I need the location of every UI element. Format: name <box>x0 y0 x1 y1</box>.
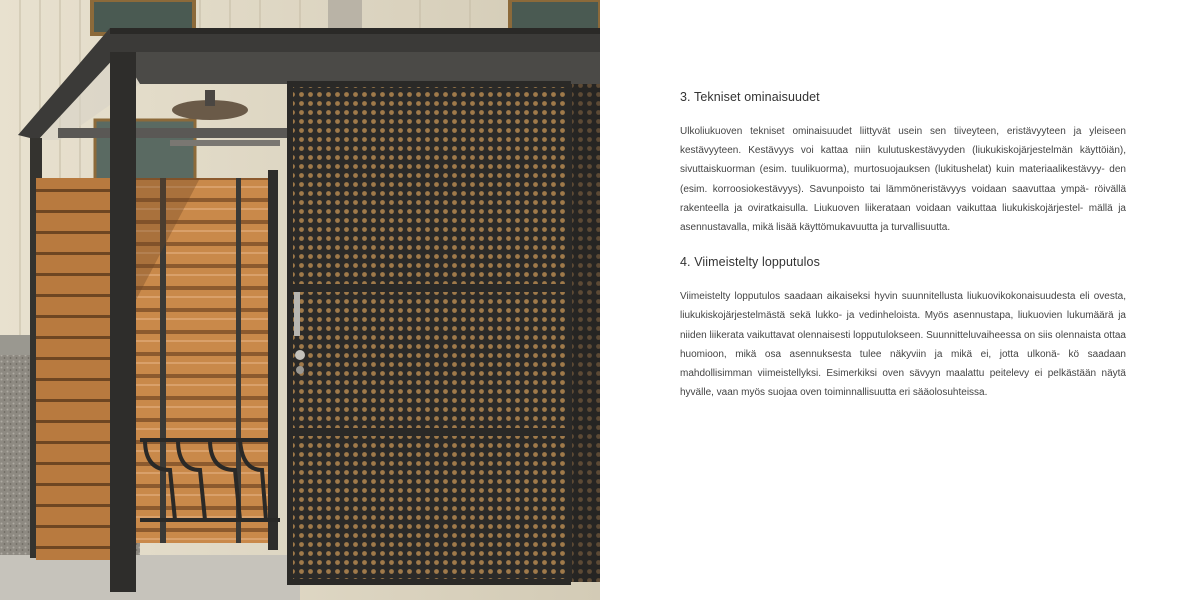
section-body <box>680 287 1126 402</box>
body-line: sivuttaiskuorman (esim. tuulikuorma), murtosuojauksen (lukitushelat) kuin materiaalikestävyy- <box>680 164 1105 176</box>
section-finished-result <box>680 255 1126 402</box>
body-line: kestävyyteen. Kestävyys voi kattaa niin kulutuskestävyyden (liukukiskojärjestelmän käyttöiän), <box>680 145 1126 157</box>
body-line: den (esim. korroosiokestävyys). Savunpoisto tai lämmöneristävyys voidaan saavuttaa ympä- <box>680 164 1126 195</box>
body-line: lukumäärä ja niiden liikerata vaikuttavat olennaisesti lopputulokseen. Suunnitteluvaiheessa on <box>680 310 1126 341</box>
body-line: Viimeistelty lopputulos saadaan aikaiseksi hyvin suunnitellusta liukuovikokonaisuudesta eli <box>680 291 1090 303</box>
body-line: Ulkoliukuoven tekniset ominaisuudet liittyvät usein sen tiiveyteen, eristävyyteen ja yleiseen <box>680 126 1126 137</box>
section-body <box>680 122 1126 237</box>
body-line: kö saadaan mahdollisimman viimeistellyksi. Esimerkiksi oven sävyyn maalattu peitelevy ei <box>680 348 1126 380</box>
body-line: siis olennaista ottaa huomioon, mikä osa asennuksesta tulee näkyviin ja mikä ei, jotta ulkonä- <box>680 329 1126 360</box>
section-technical-features <box>680 90 1126 237</box>
body-line: pelkästään näytä hyvälle, vaan myös suojaa oven toiminnallisuutta eri sääolosuhteissa. <box>680 368 1126 399</box>
body-line: röivällä rakenteella ja oviratkaisulla. Liukuoven liikerataan voidaan vaikuttaa liukukiskojärjestel- <box>680 183 1127 214</box>
body-line: ovesta, liukukiskojärjestelmästä sekä lukko- ja vedinheloista. Myös asennustapa, liukuovien <box>680 291 1126 322</box>
section-heading: 4. Viimeistelty lopputulos <box>680 255 820 270</box>
section-heading: 3. Tekniset ominaisuudet <box>680 90 820 104</box>
body-line: mällä ja asennustavalla, mikä lisää käyttömukavuutta ja turvallisuutta. <box>680 202 1126 234</box>
text-column <box>680 90 1126 420</box>
